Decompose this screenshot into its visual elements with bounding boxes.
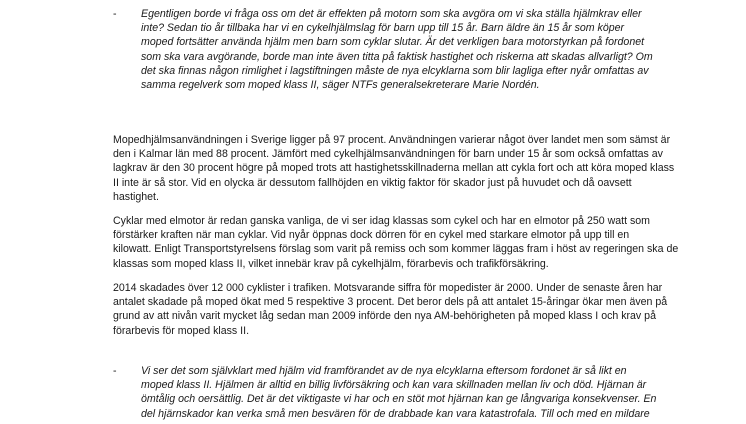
paragraph-3 [113,281,668,338]
paragraph-line: hastighet. [113,190,159,203]
quote-bullet: - [113,365,117,377]
quote-text [141,364,657,421]
quote-line: moped klass II. Hjälmen är alltid en billig livförsäkring och kan vara skillnaden mellan liv och död. Hjärnan är [141,379,647,392]
quote-bullet: - [113,8,117,20]
quote-block-1 [113,7,653,97]
paragraph-line: klassas som moped klass II, vilket innebär krav på cykelhjälm, förarbevis och trafikförsäkring. [113,257,549,270]
paragraph-line: förarbevis för moped klass II. [113,324,250,337]
quote-line: moped fortsätter använda hjälm men barn som cyklar slutar. Är det verkligen bara motorstyrkan på fordonet [141,36,645,49]
paragraph-1 [113,133,675,204]
quote-line: ömtålig och oersättlig. Det är det viktigaste vi har och en stöt mot hjärnan kan ge långvariga konsekvenser. En [141,393,657,406]
paragraph-2 [113,214,679,271]
paragraph-line: den i Kalmar län med 88 procent. Jämfört med cykelhjälmsanvändningen för barn under 15 år som också omfattas av [113,148,663,161]
quote-line: del hjärnskador kan verka små men besvären för de drabbade kan vara katastrofala. Till och med en mildare [141,407,650,420]
paragraph-line: II inte är så stor. Vid en olycka är dessutom fallhöjden en viktig faktor för skador just på huvudet och då oavsett [113,176,632,189]
paragraph-line: förstärker kraften när man cyklar. Vid nyår öppnas dock dörren för en cykel med starkare elmotor på upp till en [113,229,630,242]
quote-block-2 [113,364,657,424]
paragraph-line: Mopedhjälmsanvändningen i Sverige ligger på 97 procent. Användningen varierar något över landet men som sämst är [113,134,671,146]
quote-line: samma regelverk som moped klass II, säger NTFs generalsekreterare Marie Nordén. [141,79,540,92]
paragraph-line: antalet skadade på moped ökat med 5 respektive 3 procent. Det beror dels på att antalet 15-åringar ökar men även på [113,296,668,309]
quote-line: som ska vara avgörande, borde man inte även titta på faktisk hastighet och riskerna att skadas allvarligt? Om [141,50,653,63]
paragraph-line: 2014 skadades över 12 000 cyklister i trafiken. Motsvarande siffra för mopedister är 2000. Under de senaste åren har [113,282,663,294]
paragraph-line: lagkrav är den 30 procent högre på moped trots att hastighetsskillnaderna mellan att cykla fort och att köra moped klass [113,162,675,175]
quote-text [141,7,653,92]
quote-line: inte? Sedan tio år tillbaka har vi en cykelhjälmslag för barn upp till 15 år. Barn äldre än 15 år som köper [141,22,625,35]
paragraph-line: grund av att nivån varit mycket låg sedan man 2009 införde den nya AM-behörigheten på moped klass I och krav på [113,310,656,323]
paragraph-line: kilowatt. Enligt Transportstyrelsens förslag som varit på remiss och som kommer läggas fram i höst av regeringen ska de [113,243,679,256]
quote-line: det ska finnas någon rimlighet i lagstiftningen måste de nya elcyklarna som blir lagliga efter nyår omfattas av [141,64,649,77]
paragraph-line: Cyklar med elmotor är redan ganska vanliga, de vi ser idag klassas som cykel och har en elmotor på 250 watt som [113,215,651,227]
quote-line: Egentligen borde vi fråga oss om det är effekten på motorn som ska avgöra om vi ska ställa hjälmkrav eller [141,8,642,20]
quote-line: Vi ser det som självklart med hjälm vid framförandet av de nya elcyklarna eftersom fordonet är så likt en [141,365,627,377]
